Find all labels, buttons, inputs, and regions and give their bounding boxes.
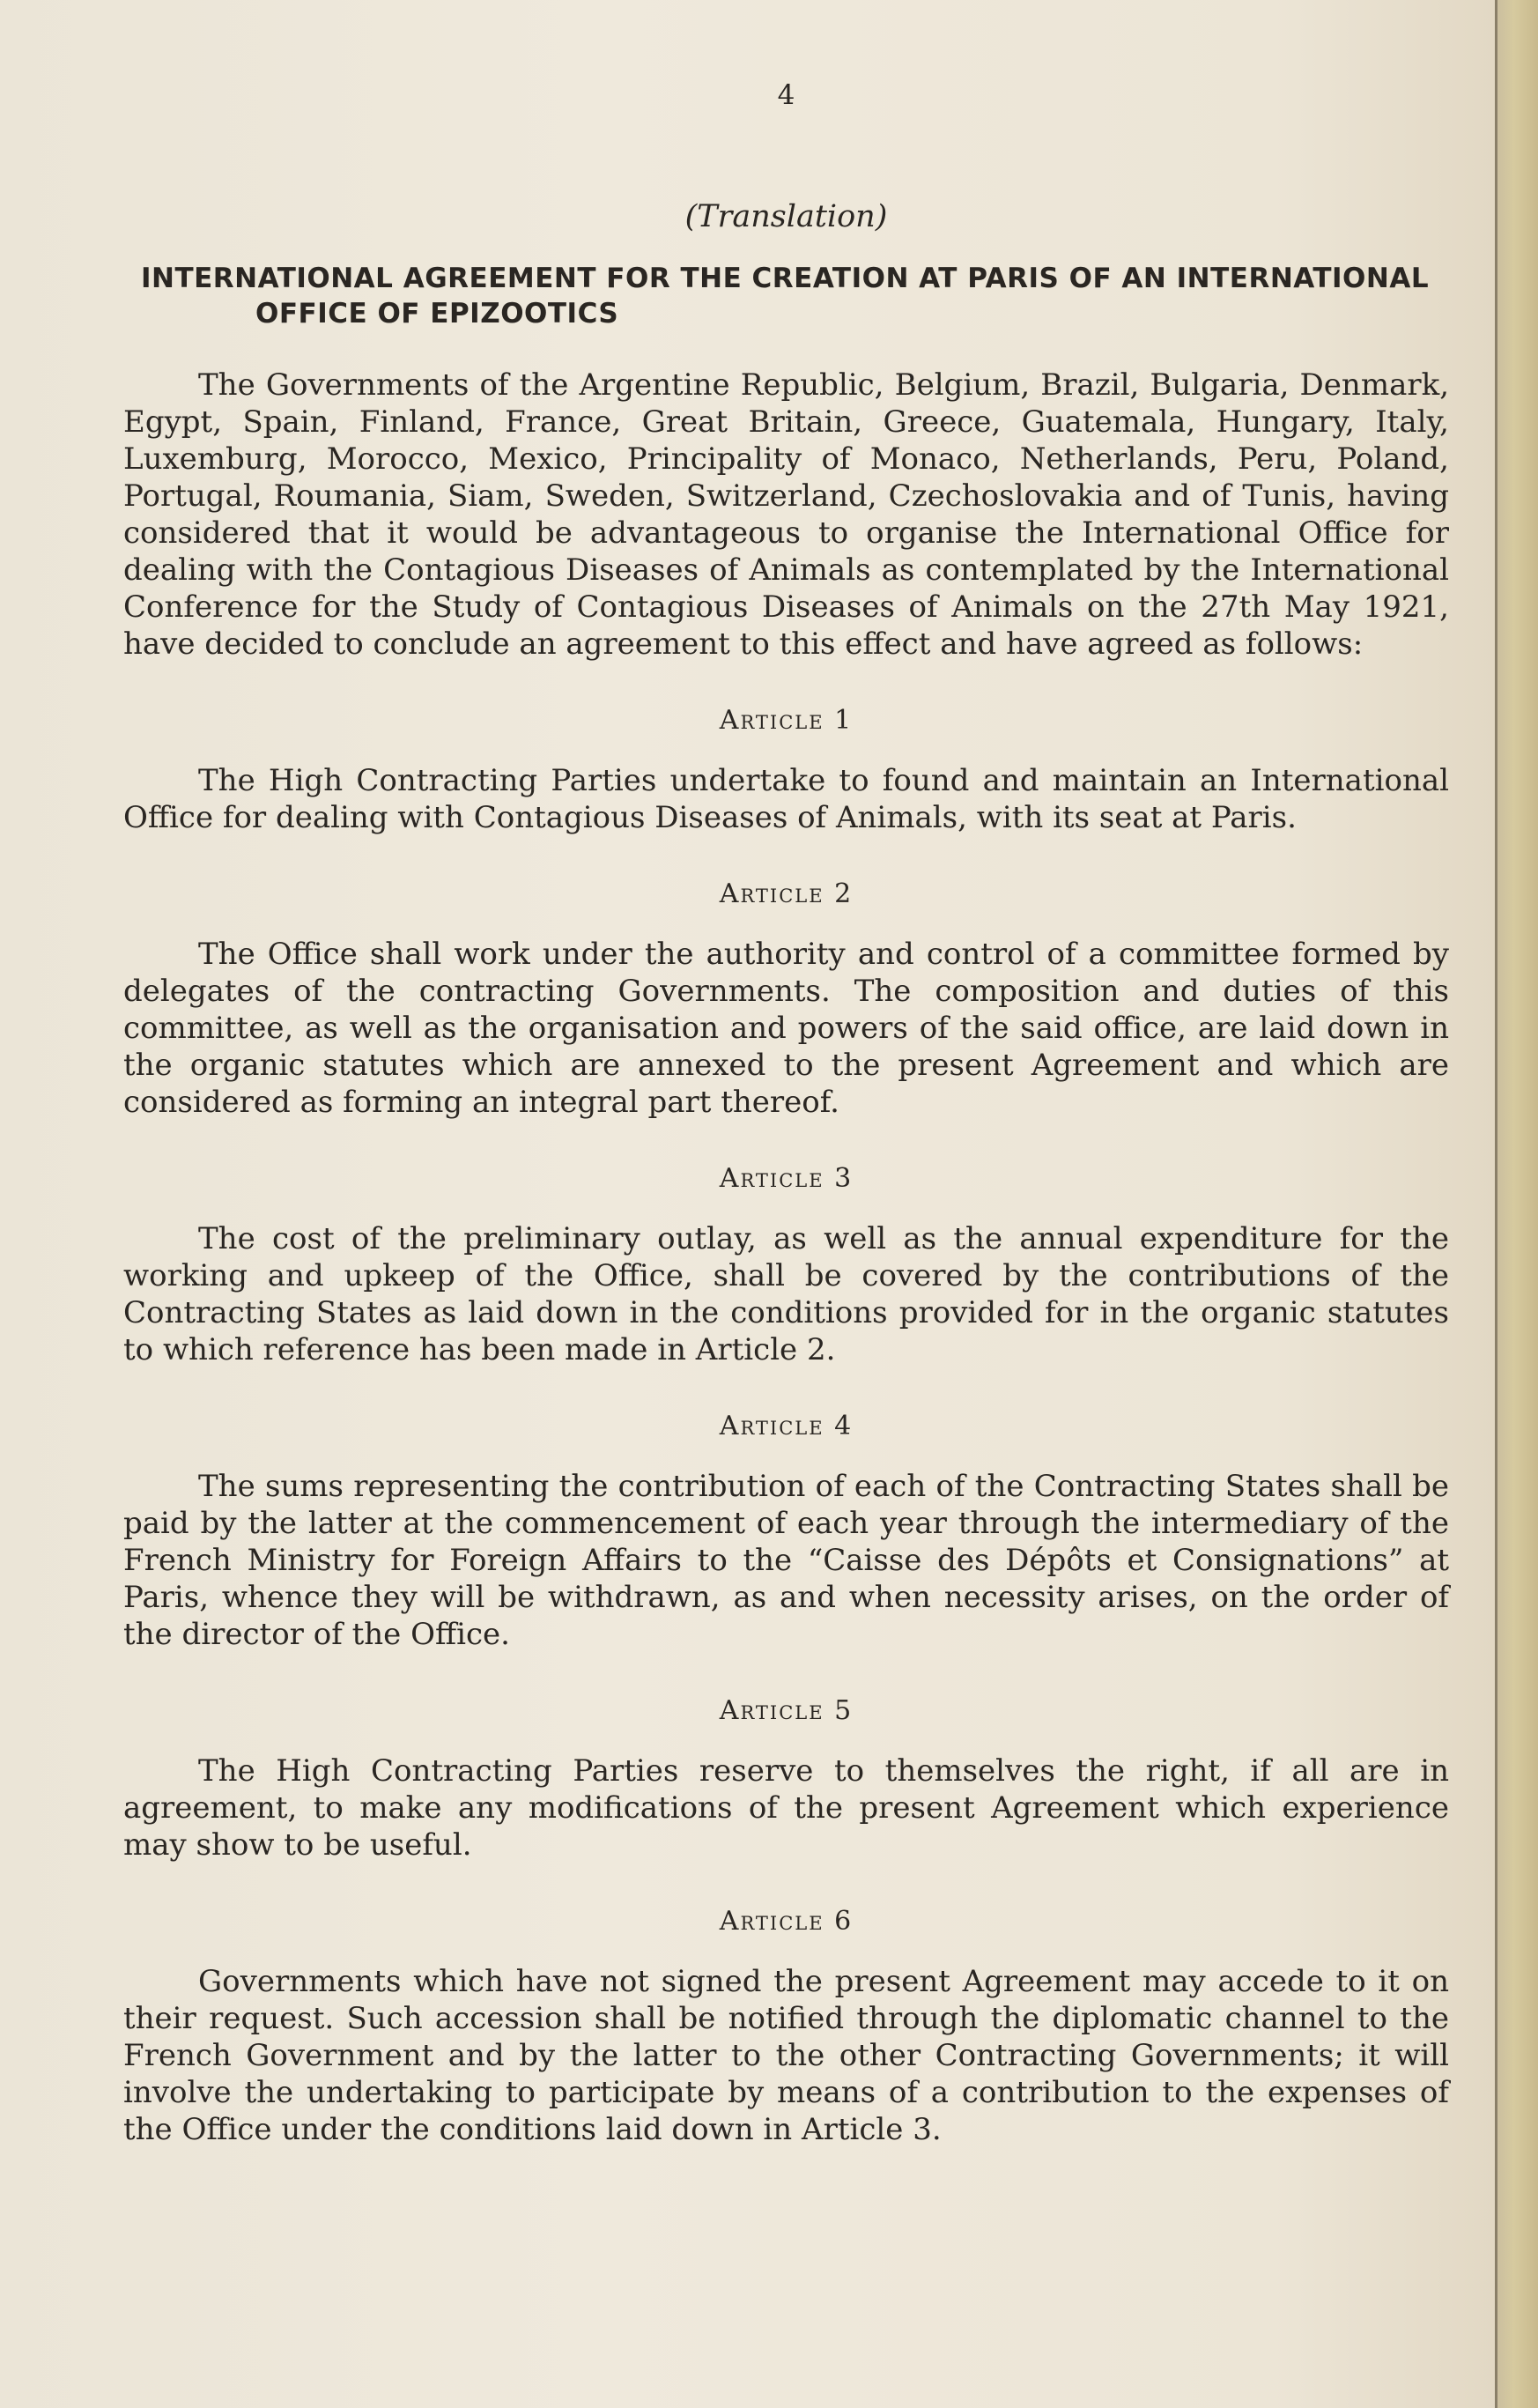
article-6-text: Governments which have not signed the present Agreement may accede to it on their request. Such accession shall be notified through the diplomatic channel to the French Government and by the latter to the other Contracting Governments; it will involve the undertaking to participate by means of a contribution to the expenses of the Office under the conditions laid down in Article 3. bbox=[123, 1964, 1449, 2147]
page-content bbox=[123, 79, 1449, 2148]
page-number: 4 bbox=[777, 79, 795, 111]
article-5-heading: Article 5 bbox=[719, 1695, 854, 1726]
article-4-heading: Article 4 bbox=[719, 1411, 854, 1441]
article-2-heading: Article 2 bbox=[719, 878, 854, 909]
article-4-text: The sums representing the contribution of each of the Contracting States shall be paid by the latter at the commencement of each year through the intermediary of the French Ministry for Foreign Affairs to the “Caisse des Dépôts et Consignations” at Paris, whence they will be withdrawn, as and when necessity arises, on the order of the director of the Office. bbox=[123, 1469, 1449, 1652]
article-6-heading: Article 6 bbox=[719, 1906, 854, 1937]
page-edge bbox=[1497, 0, 1538, 2408]
article-2-text: The Office shall work under the authority and control of a committee formed by delegates of the contracting Governments. The composition and duties of this committee, as well as the organisation and powers of the said office, are laid down in the organic statutes which are annexed to the present Agreement and which are considered as forming an integral part thereof. bbox=[123, 937, 1449, 1120]
preamble-paragraph: The Governments of the Argentine Republic, Belgium, Brazil, Bulgaria, Denmark, Egypt, Spain, Finland, France, Great Britain, Greece, Guatemala, Hungary, Italy, Luxemburg, Morocco, Mexico, Principality of Monaco, Netherlands, Peru, Poland, Portugal, Roumania, Siam, Sweden, Switzerland, Czechoslovakia and of Tunis, having considered that it would be advantageous to organise the International Office for dealing with the Contagious Diseases of Animals as contemplated by the International Conference for the Study of Contagious Diseases of Animals on the 27th May 1921, have decided to conclude an agreement to this effect and have agreed as follows: bbox=[123, 367, 1449, 662]
article-5-text: The High Contracting Parties reserve to themselves the right, if all are in agreement, to make any modifications of the present Agreement which experience may show to be useful. bbox=[123, 1753, 1449, 1863]
translation-label: (Translation) bbox=[684, 199, 888, 234]
article-1-heading: Article 1 bbox=[719, 705, 854, 736]
article-3-text: The cost of the preliminary outlay, as well as the annual expenditure for the working and upkeep of the Office, shall be covered by the contributions of the Contracting States as laid down in the conditions provided for in the organic statutes to which reference has been made in Article 2. bbox=[123, 1221, 1449, 1367]
article-3-heading: Article 3 bbox=[719, 1163, 854, 1194]
agreement-title: INTERNATIONAL AGREEMENT FOR THE CREATION AT PARIS OF AN INTERNATIONAL OFFICE OF EPIZOOTICS bbox=[141, 263, 1430, 330]
article-1-text: The High Contracting Parties undertake to found and maintain an International Office for dealing with Contagious Diseases of Animals, with its seat at Paris. bbox=[123, 763, 1449, 835]
